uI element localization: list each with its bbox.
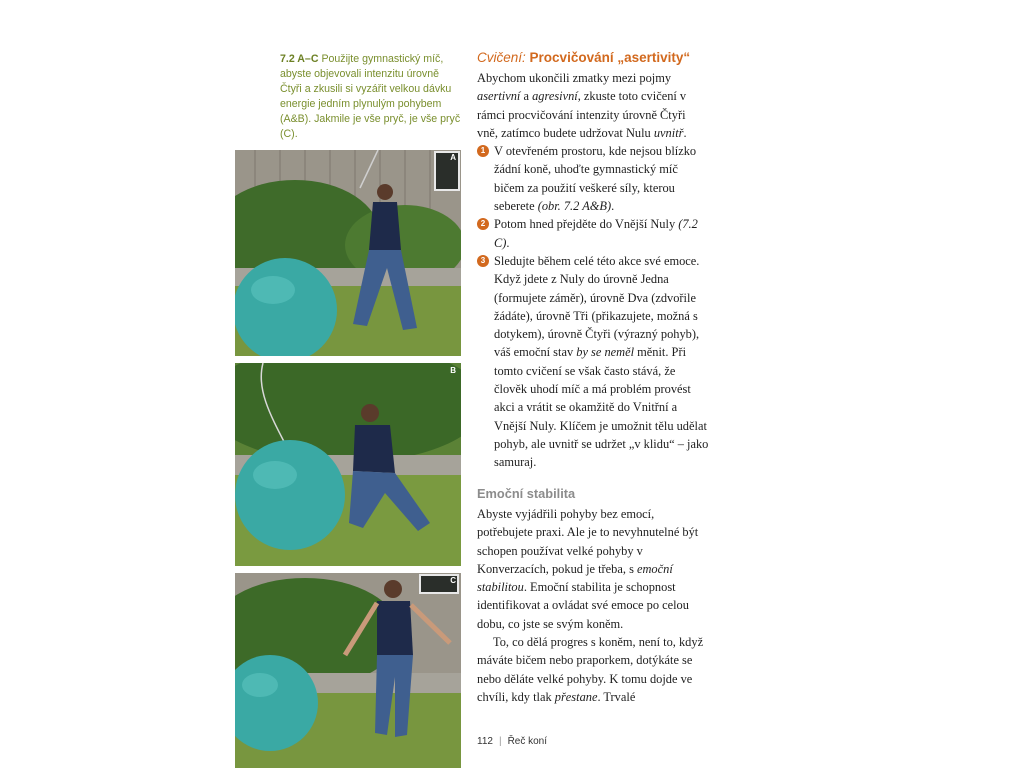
page-footer (477, 736, 547, 747)
text-run: a (520, 89, 533, 104)
exercise-step-2 (477, 215, 709, 252)
text-run: . Emoční stabilita je schopnost identifikovat a ovládat své emoce po celou dobu, co jste se svým koněm. (477, 580, 689, 631)
text-run: Abyste vyjádřili pohyby bez emocí, potřebujete praxi. Ale je to nevyhnutelné být schopen používat velké pohyby v Konverzacích, pokud je třeba, s (477, 507, 699, 576)
section-body (477, 505, 709, 706)
photo-label-b: B (450, 366, 456, 375)
emphasis-text: by se neměl (576, 345, 635, 360)
photo-b (235, 363, 461, 566)
figure-caption (280, 52, 462, 142)
footer-separator: | (498, 736, 502, 747)
exercise-intro (477, 69, 709, 142)
text-run: V otevřeném prostoru, kde nejsou blízko žádní koně, uhoďte gymnastický míč bičem za použití veškeré síly, kterou seberete (494, 144, 697, 214)
section-paragraph-2 (477, 633, 709, 706)
step-marker-1: 1 (477, 145, 489, 157)
photo-label-a: A (450, 153, 456, 162)
step-marker-3: 3 (477, 255, 489, 267)
text-run: To, co dělá progres s koněm, není to, když máváte bičem nebo praporkem, dotýkáte se nebo děláte velké pohyby. K tomu dojde ve chvíli, kdy tlak (477, 635, 704, 704)
emphasis-text: uvnitř (653, 125, 684, 140)
photo-c (235, 573, 461, 768)
text-run: . Trvalé (597, 689, 636, 704)
text-run: Potom hned přejděte do Vnější Nuly (494, 217, 679, 232)
exercise-lead: Cvičení: (477, 50, 526, 65)
text-run: měnit. Při tomto cvičení se však často stává, že člověk uhodí míč a má problém provést akci a vrátit se okamžitě do Vnitřní a Vnější Nuly. Klíčem je umožnit tělu udělat pohyb, ale uvnitř se udržet „v klidu“ – jako samuraj. (494, 345, 709, 470)
exercise-name: Procvičování „asertivity“ (529, 50, 691, 65)
step-text-3 (494, 254, 708, 469)
text-run: . (611, 199, 615, 214)
emphasis-text: (obr. 7.2 A&B) (537, 199, 612, 214)
exercise-heading (477, 50, 690, 65)
step-text-2 (494, 217, 698, 249)
book-title: Řeč koní (507, 736, 548, 747)
exercise-body (477, 69, 709, 472)
emphasis-text: agresivní (532, 89, 578, 104)
text-run: . (506, 235, 510, 250)
emphasis-text: emoční stabilitou (477, 561, 673, 595)
section-paragraph-1 (477, 505, 709, 633)
step-marker-2: 2 (477, 218, 489, 230)
text-run: , zkuste toto cvičení v rámci procvičování intenzity úrovně Čtyři vně, zatímco budete udržovat Nulu (477, 89, 687, 140)
text-run: Sledujte během celé této akce své emoce. Když jdete z Nuly do úrovně Jedna (formujete záměr), úrovně Dva (zdvořile žádáte), úrovně Tři (přikazujete, možná s dotykem), úrovně Čtyři (výrazný pohyb), váš emoční stav (494, 253, 700, 360)
photo-label-c: C (450, 576, 456, 585)
page-number: 112 (477, 736, 493, 747)
text-run: Abychom ukončili zmatky mezi pojmy (477, 71, 672, 85)
step-text-1 (494, 144, 696, 213)
caption-number: 7.2 A–C (280, 53, 319, 65)
photo-a (235, 150, 461, 356)
exercise-step-1 (477, 142, 709, 215)
caption-text: Použijte gymnastický míč, abyste objevovali intenzitu úrovně Čtyři a zkusili si vyzářit velkou dávku energie jedním plynulým pohybem (A&B). Jakmile je vše pryč, je vše pryč (C). (280, 53, 461, 140)
emphasis-text: (7.2 C) (494, 217, 698, 250)
emphasis-text: asertivní (477, 89, 521, 104)
exercise-step-3 (477, 252, 709, 472)
section-heading: Emoční stabilita (477, 486, 576, 501)
emphasis-text: přestane (554, 689, 598, 704)
text-run: . (683, 125, 687, 140)
